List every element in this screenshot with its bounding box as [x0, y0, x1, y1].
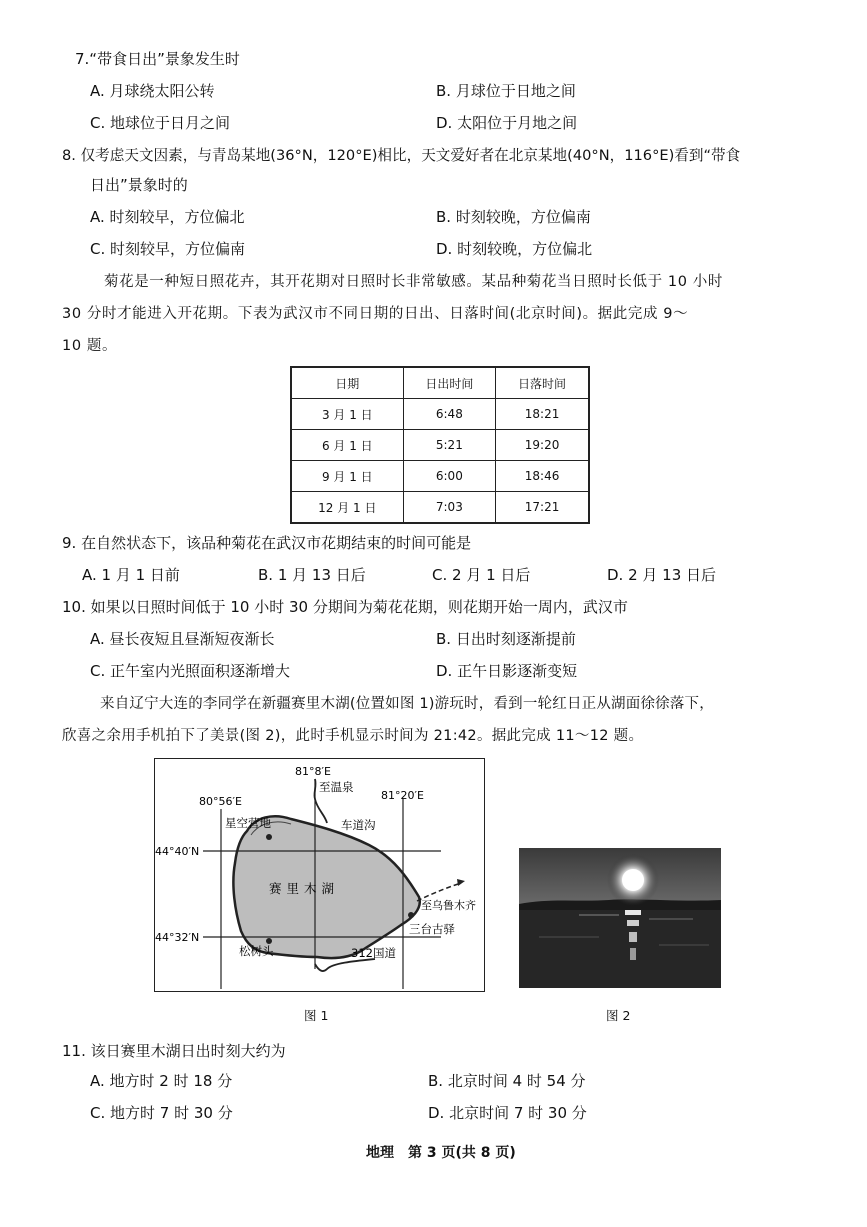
- table-row: [291, 430, 589, 461]
- table-row: [291, 461, 589, 492]
- q10-option-b: B. 日出时刻逐渐提前: [436, 630, 576, 648]
- intro2-line1: 来自辽宁大连的李同学在新疆赛里木湖(位置如图 1)游玩时，看到一轮红日正从湖面徐徐落下，: [100, 696, 714, 712]
- table-cell: 6:00: [403, 461, 495, 492]
- label-to-wenquan: 至温泉: [319, 780, 354, 794]
- q7-option-d: D. 太阳位于月地之间: [436, 114, 578, 132]
- table-cell: 12 月 1 日: [291, 492, 403, 524]
- table-cell: 5:21: [403, 430, 495, 461]
- q10-option-c: C. 正午室内光照面积逐渐增大: [90, 662, 291, 680]
- q7-option-b: B. 月球位于日地之间: [436, 82, 576, 100]
- intro1-line2: 30 分时才能进入开花期。下表为武汉市不同日期的日出、日落时间(北京时间)。据此完成 9～: [62, 306, 689, 322]
- table-cell: 18:46: [496, 461, 589, 492]
- q7-option-c: C. 地球位于日月之间: [90, 114, 231, 132]
- table-cell: 6 月 1 日: [291, 430, 403, 461]
- label-lon-left: 80°56′E: [199, 795, 242, 808]
- table-header-row: [291, 367, 589, 399]
- table-row: [291, 399, 589, 430]
- caption-fig2: 图 2: [606, 1008, 631, 1023]
- label-lat-bottom: 44°32′N: [155, 931, 200, 944]
- sunset-photo-svg: [519, 848, 721, 988]
- map-svg: [155, 759, 484, 991]
- figure-2-sunset-photo: [519, 848, 721, 988]
- q8-option-d: D. 时刻较晚，方位偏北: [436, 240, 593, 258]
- q11-option-c: C. 地方时 7 时 30 分: [90, 1104, 233, 1122]
- point-santai: [408, 912, 414, 918]
- figure-1-map: [154, 758, 485, 992]
- road-312: [315, 959, 375, 971]
- label-lake: 赛里木湖: [269, 881, 340, 896]
- q11-option-b: B. 北京时间 4 时 54 分: [428, 1072, 586, 1090]
- q10-option-a: A. 昼长夜短且昼渐短夜渐长: [90, 630, 275, 648]
- table-cell: 19:20: [496, 430, 589, 461]
- label-lon-right: 81°20′E: [381, 789, 424, 802]
- q9-option-b: B. 1 月 13 日后: [258, 566, 366, 584]
- q8-option-a: A. 时刻较早，方位偏北: [90, 208, 245, 226]
- q8-option-c: C. 时刻较早，方位偏南: [90, 240, 246, 258]
- q11-stem: 11. 该日赛里木湖日出时刻大约为: [62, 1042, 286, 1060]
- page-footer: 地理 第 3 页(共 8 页): [366, 1145, 516, 1161]
- q10-option-d: D. 正午日影逐渐变短: [436, 662, 578, 680]
- q10-stem: 10. 如果以日照时间低于 10 小时 30 分期间为菊花花期，则花期开始一周内，武汉市: [62, 598, 628, 616]
- table-cell: 7:03: [403, 492, 495, 524]
- sunrise-sunset-table: [290, 366, 590, 524]
- table-cell: 18:21: [496, 399, 589, 430]
- label-songshutou: 松树头: [239, 944, 274, 958]
- caption-fig1: 图 1: [304, 1008, 329, 1023]
- table-header: 日出时间: [403, 367, 495, 399]
- intro1-line3: 10 题。: [62, 338, 118, 354]
- table-row: [291, 492, 589, 524]
- q7-option-a: A. 月球绕太阳公转: [90, 82, 215, 100]
- label-lon-top: 81°8′E: [295, 765, 331, 778]
- q8-stem-line1: 8. 仅考虑天文因素，与青岛某地(36°N，120°E)相比，天文爱好者在北京某地(40°N，116°E)看到“带食: [62, 147, 741, 164]
- table-cell: 3 月 1 日: [291, 399, 403, 430]
- sun: [622, 869, 644, 891]
- label-santai: 三台古驿: [409, 922, 455, 936]
- q11-option-d: D. 北京时间 7 时 30 分: [428, 1104, 587, 1122]
- q11-option-a: A. 地方时 2 时 18 分: [90, 1072, 233, 1090]
- table-cell: 9 月 1 日: [291, 461, 403, 492]
- label-to-urumqi: 至乌鲁木齐: [421, 899, 476, 912]
- label-chedaogou: 车道沟: [341, 818, 376, 832]
- q7-stem: 7.“带食日出”景象发生时: [75, 50, 240, 68]
- q8-stem-line2: 日出”景象时的: [90, 176, 188, 194]
- intro1-line1: 菊花是一种短日照花卉，其开花期对日照时长非常敏感。某品种菊花当日照时长低于 10 小时: [104, 274, 723, 290]
- intro2-line2: 欣喜之余用手机拍下了美景(图 2)，此时手机显示时间为 21:42。据此完成 11～12 题。: [62, 728, 644, 744]
- table-header: 日期: [291, 367, 403, 399]
- label-lat-top: 44°40′N: [155, 845, 200, 858]
- q9-option-a: A. 1 月 1 日前: [82, 566, 180, 584]
- label-road-312: 312国道: [351, 946, 396, 960]
- q8-option-b: B. 时刻较晚，方位偏南: [436, 208, 591, 226]
- q9-option-c: C. 2 月 1 日后: [432, 566, 531, 584]
- q9-option-d: D. 2 月 13 日后: [607, 566, 717, 584]
- q9-stem: 9. 在自然状态下，该品种菊花在武汉市花期结束的时间可能是: [62, 534, 472, 552]
- point-xingkong: [266, 834, 272, 840]
- table-cell: 17:21: [496, 492, 589, 524]
- table-header: 日落时间: [496, 367, 589, 399]
- table-cell: 6:48: [403, 399, 495, 430]
- label-xingkong: 星空营地: [225, 816, 271, 830]
